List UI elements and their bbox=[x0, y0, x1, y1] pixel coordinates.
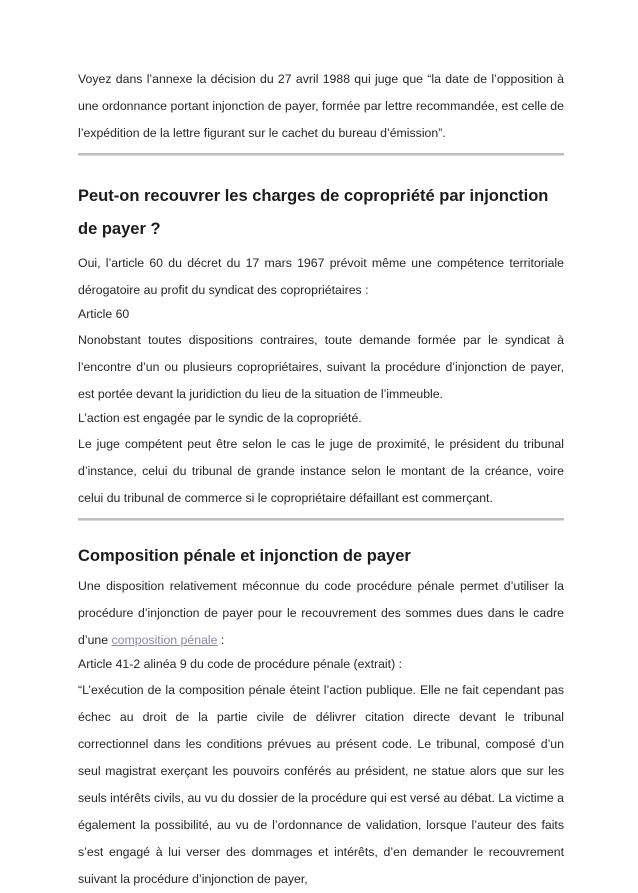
composition-penale-link[interactable]: composition pénale bbox=[111, 633, 218, 647]
paragraph-article-60-text: Nonobstant toutes dispositions contraires, toute demande formée par le syndicat à l’encontre d’un ou plusieurs copropriétaires, suivant la procédure d’injonction de payer, est portée devant la juridiction du lieu de la situation de l’immeuble. bbox=[78, 333, 564, 401]
heading-copropriete: Peut-on recouvrer les charges de copropriété par injonction de payer ? bbox=[78, 187, 549, 238]
paragraph-composition-penale-intro bbox=[78, 573, 564, 654]
paragraph-article-60-intro: Oui, l’article 60 du décret du 17 mars 1967 prévoit même une compétence territoriale dérogatoire au profit du syndicat des copropriétaires : bbox=[78, 256, 564, 297]
intro-text: Une disposition relativement méconnue du code procédure pénale permet d’utiliser la procédure d’injonction de payer pour le recouvrement des sommes dues dans le cadre d’une bbox=[78, 579, 564, 647]
paragraph-syndic-action: L’action est engagée par le syndic de la copropriété. bbox=[78, 411, 362, 425]
intro-suffix: : bbox=[217, 633, 225, 647]
section-divider bbox=[78, 518, 564, 521]
section-divider bbox=[78, 153, 564, 156]
heading-composition-penale: Composition pénale et injonction de payer bbox=[78, 547, 411, 565]
paragraph-juge-competent: Le juge compétent peut être selon le cas le juge de proximité, le président du tribunal d’instance, celui du tribunal de grande instance selon le montant de la créance, voire celui du tribunal de commerce si le copropriétaire défaillant est commerçant. bbox=[78, 437, 564, 505]
paragraph-opposition-date: Voyez dans l’annexe la décision du 27 avril 1988 qui juge que “la date de l’opposition à une ordonnance portant injonction de payer, formée par lettre recommandée, est celle de l’expédition de la lettre figurant sur le cachet du bureau d’émission”. bbox=[78, 72, 564, 140]
article-60-label: Article 60 bbox=[78, 307, 130, 321]
paragraph-article-41-2-text: “L’exécution de la composition pénale éteint l’action publique. Elle ne fait cependant pas échec au droit de la partie civile de délivrer citation directe devant le tribunal correctionnel dans les conditions prévues au présent code. Le tribunal, composé d’un seul magistrat exerçant les pouvoirs conférés au président, ne statue alors que sur les seuls intérêts civils, au vu du dossier de la procédure qui est versé au débat. La victime a également la possibilité, au vu de l’ordonnance de validation, lorsque l’auteur des faits s’est engagé à lui verser des dommages et intérêts, d’en demander le recouvrement suivant la procédure d’injonction de payer, bbox=[78, 683, 564, 886]
document-page bbox=[78, 66, 564, 893]
article-41-2-label: Article 41-2 alinéa 9 du code de procédure pénale (extrait) : bbox=[78, 657, 403, 671]
